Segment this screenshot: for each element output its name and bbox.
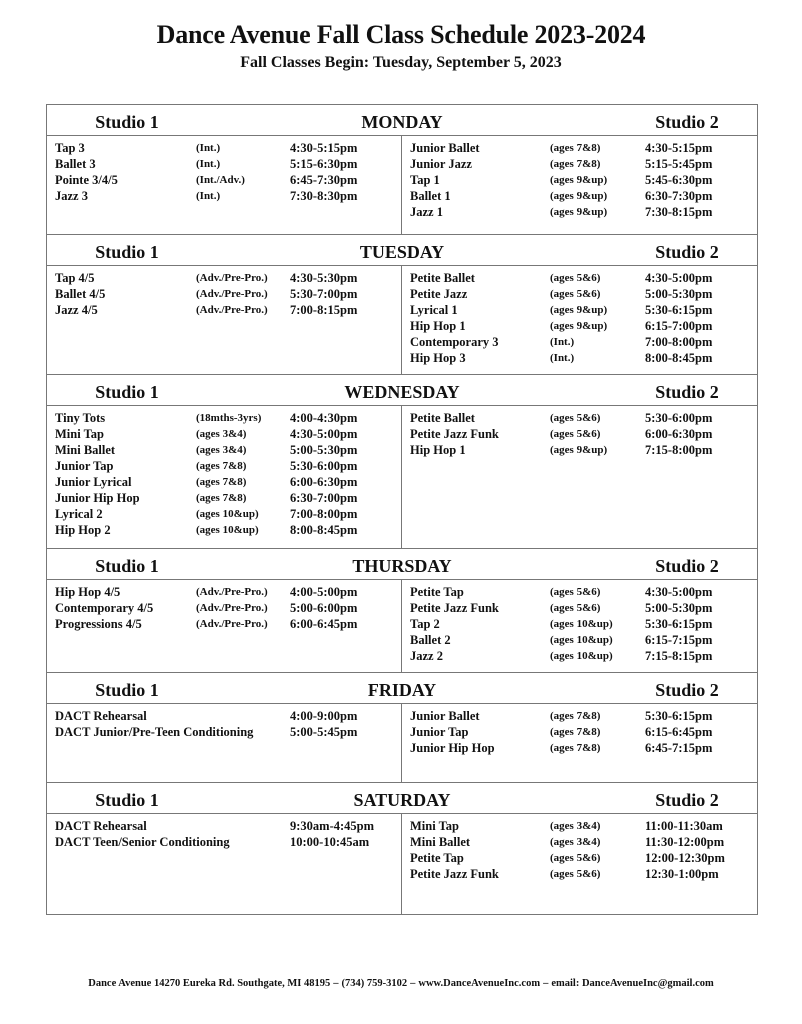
class-row [402,617,757,633]
class-time: 7:15-8:00pm [645,443,713,457]
class-time: 5:15-6:30pm [290,157,358,171]
class-row [402,319,757,335]
class-time: 5:30-7:00pm [290,287,358,301]
day-name: FRIDAY [367,680,437,700]
class-name: Ballet 3 [55,157,96,171]
class-time: 7:15-8:15pm [645,649,713,663]
class-level: (ages 3&4) [550,836,601,848]
class-time: 6:45-7:30pm [290,173,358,187]
class-name: Hip Hop 2 [55,523,111,537]
class-name: Petite Ballet [410,411,475,425]
footer [0,978,802,989]
class-row [402,725,757,741]
day-header [47,105,757,136]
studio-1-column [47,136,402,234]
studio-1-column [47,406,402,548]
class-time: 4:00-4:30pm [290,411,358,425]
class-level: (Adv./Pre-Pro.) [196,304,268,316]
class-row [402,157,757,173]
class-row [402,851,757,867]
class-level: (ages 5&6) [550,428,601,440]
class-name: Hip Hop 1 [410,319,466,333]
class-name: DACT Rehearsal [55,709,147,723]
class-level: (Adv./Pre-Pro.) [196,618,268,630]
studio-2-label: Studio 2 [655,112,719,132]
class-row [402,335,757,351]
class-level: (ages 3&4) [196,444,247,456]
day-header [47,549,757,580]
class-row [402,443,757,459]
class-level: (ages 9&up) [550,320,608,332]
day-body [47,580,757,672]
class-name: Junior Tap [410,725,469,739]
class-name: Tap 4/5 [55,271,95,285]
day-body [47,814,757,914]
class-row [47,491,401,507]
class-level: (ages 5&6) [550,586,601,598]
studio-1-label: Studio 1 [95,112,159,132]
class-row [402,351,757,367]
studio-2-label: Studio 2 [655,242,719,262]
class-name: Hip Hop 3 [410,351,466,365]
class-time: 5:30-6:15pm [645,617,713,631]
class-level: (ages 9&up) [550,206,608,218]
footer-phone: (734) 759-3102 [341,978,408,989]
class-name: Mini Ballet [55,443,116,457]
class-row [402,649,757,665]
class-row [402,141,757,157]
class-row [402,867,757,883]
class-name: Tap 3 [55,141,85,155]
class-level: (ages 7&8) [550,710,601,722]
studio-1-label: Studio 1 [95,790,159,810]
day-section-tuesday [47,235,757,375]
studio-1-column [47,704,402,782]
class-time: 6:30-7:30pm [645,189,713,203]
class-name: Petite Ballet [410,271,475,285]
class-row [402,205,757,221]
class-name: Ballet 2 [410,633,451,647]
class-row [47,617,401,633]
class-row [47,141,401,157]
class-row [47,601,401,617]
class-name: Jazz 2 [410,649,443,663]
class-level: (Adv./Pre-Pro.) [196,602,268,614]
studio-2-column [402,704,757,782]
class-name: Petite Jazz Funk [410,867,499,881]
studio-2-label: Studio 2 [655,382,719,402]
class-time: 5:30-6:00pm [645,411,713,425]
studio-1-label: Studio 1 [95,382,159,402]
page-title: Dance Avenue Fall Class Schedule 2023-2024 [156,20,646,49]
class-level: (Adv./Pre-Pro.) [196,586,268,598]
class-time: 4:00-9:00pm [290,709,358,723]
class-name: Jazz 4/5 [55,303,98,317]
studio-1-label: Studio 1 [95,556,159,576]
class-name: Jazz 1 [410,205,443,219]
class-level: (ages 9&up) [550,174,608,186]
class-name: Petite Jazz Funk [410,601,499,615]
class-row [47,523,401,539]
class-level: (ages 9&up) [550,444,608,456]
class-level: (ages 10&up) [550,650,613,662]
day-header [47,673,757,704]
studio-2-label: Studio 2 [655,680,719,700]
class-name: Contemporary 4/5 [55,601,154,615]
class-time: 6:00-6:30pm [645,427,713,441]
class-time: 4:30-5:00pm [290,427,358,441]
studio-1-label: Studio 1 [95,680,159,700]
class-time: 5:45-6:30pm [645,173,713,187]
class-name: Junior Lyrical [55,475,132,489]
class-time: 5:00-5:30pm [645,601,713,615]
class-time: 4:30-5:30pm [290,271,358,285]
class-name: Jazz 3 [55,189,88,203]
class-row [47,411,401,427]
class-level: (ages 5&6) [550,852,601,864]
class-level: (ages 5&6) [550,412,601,424]
class-time: 8:00-8:45pm [645,351,713,365]
day-name: TUESDAY [359,242,445,262]
class-level: (ages 7&8) [550,142,601,154]
class-time: 5:00-6:00pm [290,601,358,615]
class-row [47,287,401,303]
class-time: 6:15-7:00pm [645,319,713,333]
class-level: (ages 10&up) [196,524,259,536]
class-time: 5:30-6:15pm [645,303,713,317]
day-header [47,235,757,266]
class-row [402,835,757,851]
footer-website[interactable]: www.DanceAvenueInc.com [418,978,541,989]
class-name: Ballet 1 [410,189,451,203]
class-time: 7:00-8:00pm [645,335,713,349]
studio-2-label: Studio 2 [655,556,719,576]
class-row [47,835,401,851]
class-row [47,157,401,173]
class-time: 6:15-6:45pm [645,725,713,739]
day-section-saturday [47,783,757,915]
class-level: (Int.) [550,352,575,364]
class-name: Progressions 4/5 [55,617,142,631]
class-time: 11:00-11:30am [645,819,723,833]
class-row [47,271,401,287]
class-name: Mini Tap [410,819,459,833]
class-time: 5:15-5:45pm [645,157,713,171]
class-name: Junior Ballet [410,709,480,723]
class-row [402,189,757,205]
footer-address: Dance Avenue 14270 Eureka Rd. Southgate, MI 48195 [88,978,331,989]
day-section-friday [47,673,757,783]
class-level: (ages 5&6) [550,288,601,300]
class-row [47,585,401,601]
class-row [47,709,401,725]
class-time: 4:30-5:00pm [645,271,713,285]
class-level: (ages 9&up) [550,190,608,202]
class-level: (ages 7&8) [196,460,247,472]
class-time: 7:30-8:30pm [290,189,358,203]
class-time: 5:00-5:30pm [290,443,358,457]
class-level: (ages 10&up) [550,618,613,630]
class-name: Mini Ballet [410,835,471,849]
day-body [47,136,757,234]
class-level: (Adv./Pre-Pro.) [196,272,268,284]
class-time: 7:30-8:15pm [645,205,713,219]
class-time: 7:00-8:15pm [290,303,358,317]
class-row [47,173,401,189]
class-name: Junior Jazz [410,157,472,171]
class-level: (ages 9&up) [550,304,608,316]
class-name: Contemporary 3 [410,335,499,349]
class-row [47,427,401,443]
class-level: (ages 3&4) [196,428,247,440]
class-level: (ages 5&6) [550,602,601,614]
day-body [47,406,757,548]
class-level: (ages 7&8) [196,492,247,504]
class-row [402,709,757,725]
class-name: DACT Rehearsal [55,819,147,833]
day-section-monday [47,105,757,235]
class-name: Lyrical 1 [410,303,458,317]
day-body [47,704,757,782]
class-level: (ages 10&up) [196,508,259,520]
class-name: DACT Teen/Senior Conditioning [55,835,230,849]
studio-2-column [402,406,757,548]
class-time: 8:00-8:45pm [290,523,358,537]
day-header [47,375,757,406]
class-level: (Adv./Pre-Pro.) [196,288,268,300]
class-level: (ages 10&up) [550,634,613,646]
class-level: (ages 5&6) [550,272,601,284]
studio-2-column [402,814,757,914]
class-name: Hip Hop 1 [410,443,466,457]
class-time: 5:30-6:15pm [645,709,713,723]
class-name: Hip Hop 4/5 [55,585,121,599]
class-name: Petite Jazz Funk [410,427,499,441]
footer-email[interactable]: email: DanceAvenueInc@gmail.com [551,978,714,989]
class-name: Tap 2 [410,617,440,631]
class-name: Petite Tap [410,851,464,865]
class-name: Tap 1 [410,173,440,187]
class-name: Tiny Tots [55,411,106,425]
class-level: (ages 7&8) [550,158,601,170]
class-row [402,601,757,617]
class-level: (18mths-3yrs) [196,412,262,424]
class-time: 5:00-5:30pm [645,287,713,301]
studio-2-label: Studio 2 [655,790,719,810]
class-name: Junior Hip Hop [55,491,140,505]
studio-1-column [47,580,402,672]
schedule-table [46,104,758,915]
class-level: (Int.) [196,190,221,202]
class-time: 9:30am-4:45pm [290,819,375,833]
class-level: (ages 7&8) [550,726,601,738]
class-name: Lyrical 2 [55,507,103,521]
class-row [47,303,401,319]
class-time: 6:30-7:00pm [290,491,358,505]
class-row [47,443,401,459]
studio-1-column [47,814,402,914]
class-name: DACT Junior/Pre-Teen Conditioning [55,725,254,739]
class-time: 6:15-7:15pm [645,633,713,647]
class-level: (ages 5&6) [550,868,601,880]
studio-2-column [402,136,757,234]
day-name: SATURDAY [353,790,451,810]
class-time: 6:00-6:45pm [290,617,358,631]
footer-separator: – [333,978,339,989]
class-level: (ages 7&8) [196,476,247,488]
class-time: 10:00-10:45am [290,835,370,849]
class-name: Junior Tap [55,459,114,473]
class-name: Mini Tap [55,427,104,441]
class-row [47,459,401,475]
class-time: 4:30-5:15pm [290,141,358,155]
class-time: 7:00-8:00pm [290,507,358,521]
class-time: 6:45-7:15pm [645,741,713,755]
day-section-wednesday [47,375,757,549]
class-name: Junior Hip Hop [410,741,495,755]
class-time: 12:30-1:00pm [645,867,719,881]
class-time: 4:30-5:00pm [645,585,713,599]
class-row [402,819,757,835]
day-section-thursday [47,549,757,673]
class-row [402,585,757,601]
class-level: (Int./Adv.) [196,174,245,186]
class-row [402,427,757,443]
footer-separator: – [543,978,549,989]
day-name: THURSDAY [352,556,452,576]
class-row [47,819,401,835]
footer-separator: – [410,978,416,989]
class-time: 6:00-6:30pm [290,475,358,489]
class-name: Petite Tap [410,585,464,599]
class-row [47,507,401,523]
class-time: 12:00-12:30pm [645,851,725,865]
class-row [402,173,757,189]
class-row [47,475,401,491]
class-time: 5:00-5:45pm [290,725,358,739]
class-row [402,287,757,303]
class-name: Pointe 3/4/5 [55,173,118,187]
class-level: (Int.) [196,142,221,154]
class-name: Petite Jazz [410,287,468,301]
class-row [402,411,757,427]
class-row [402,271,757,287]
class-name: Ballet 4/5 [55,287,106,301]
class-time: 4:30-5:15pm [645,141,713,155]
class-row [47,189,401,205]
class-level: (ages 3&4) [550,820,601,832]
day-name: WEDNESDAY [344,382,460,402]
day-name: MONDAY [361,112,443,132]
class-name: Junior Ballet [410,141,480,155]
class-level: (Int.) [196,158,221,170]
studio-1-label: Studio 1 [95,242,159,262]
class-time: 5:30-6:00pm [290,459,358,473]
class-row [402,633,757,649]
class-row [402,741,757,757]
class-time: 11:30-12:00pm [645,835,725,849]
day-header [47,783,757,814]
day-body [47,266,757,374]
class-time: 4:00-5:00pm [290,585,358,599]
class-row [47,725,401,741]
studio-1-column [47,266,402,374]
page-subtitle: Fall Classes Begin: Tuesday, September 5, 2023 [240,54,562,71]
class-level: (ages 7&8) [550,742,601,754]
studio-2-column [402,266,757,374]
class-level: (Int.) [550,336,575,348]
class-row [402,303,757,319]
studio-2-column [402,580,757,672]
